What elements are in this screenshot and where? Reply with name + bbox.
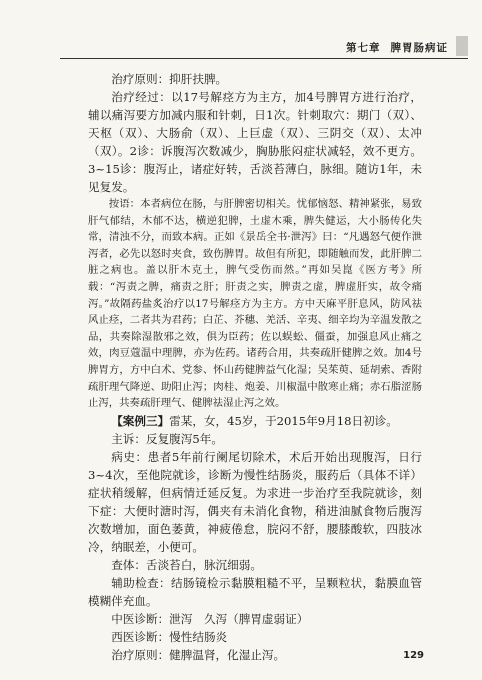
medical-history: 病史：患者5年前行阑尾切除术，术后开始出现腹泻，日行3~4次，至他院就诊，诊断为慢性结肠炎，服药后（具体不详）症状稍缓解，但病情迁延反复。为求进一步治疗至我院就诊，刻下症：大便时溏时泻，偶夹有未消化食物，稍进油腻食物后腹泻次数增加，面色萎黄，神疲倦怠，脘闷不舒，腰膝酸软，四肢冰冷，纳眠差，小便可。 [88,449,422,554]
chapter-title: 脾胃肠病证 [390,42,448,54]
tcm-diagnosis: 中医诊断：泄泻 久泻（脾胃虚弱证） [111,611,309,626]
page-number: 129 [403,650,424,661]
treatment-principle-2: 治疗原则：健脾温肾，化湿止泻。 [111,647,286,662]
chief-complaint: 主诉：反复腹泻5年。 [111,431,223,446]
chapter-label: 第七章 [346,42,381,54]
treatment-course: 治疗经过：以17号解痉方为主方，加4号脾胃方进行治疗，辅以痛泻要方加减内服和针刺，日1次。针刺取穴：期门（双）、天枢（双）、大肠俞（双）、上巨虚（双）、三阴交（双）、太冲（双）。2诊：诉腹泻次数减少，胸胁胀闷症状减轻，效不更方。3~15诊：腹泻止，诸症好转，舌淡苔薄白，脉细。随访1年，未见复发。 [88,90,422,194]
auxiliary-exam: 辅助检查：结肠镜检示黏膜粗糙不平，呈颗粒状，黏膜血管模糊伴充血。 [88,575,422,608]
case-three-intro [88,412,422,430]
page-header [0,0,482,60]
running-head [336,40,448,55]
western-diagnosis: 西医诊断：慢性结肠炎 [111,629,228,644]
case-intro-text: 雷某，女，45岁，于2015年9月18日初诊。 [169,413,398,428]
body-text [88,70,422,664]
case-label: 【案例三】 [111,413,170,428]
treatment-principle-1: 治疗原则：抑肝扶脾。 [111,72,228,86]
physical-exam: 查体：舌淡苔白，脉沉细弱。 [111,557,262,572]
header-rule [60,58,468,59]
commentary: 按语：本者病位在肠，与肝脾密切相关。忧郁恼怒、精神紧张，易致肝气郁结，木郁不达，横逆犯脾，土虚木乘，脾失健运，大小肠传化失常，清浊不分，而致本病。正如《景岳全书·泄泻》曰：“凡遇怒气便作泄泻者，必先以怒时夹食，致伤脾胃。故但有所犯，即随触而发，此肝脾二脏之病也。盖以肝木克土，脾气受伤而然。”再如吴崑《医方考》所载：“泻责之脾，痛责之肝；肝责之实，脾责之虚，脾虚肝实，故令痛泻。”故隔药盐炙治疗以17号解痉方为主方。方中天麻平肝息风，防风祛风止痉，二者共为君药；白芷、芥穗、羌活、辛夷、细辛均为辛温发散之品，共奏除湿散邪之效，俱为臣药；佐以蜈蚣、僵蚕，加强息风止痛之效，肉豆蔻温中理脾，亦为佐药。诸药合用，共奏疏肝健脾之效。加4号脾胃方，方中白术、党参、怀山药健脾益气化湿；吴茱萸、延胡索、香附疏肝理气降逆、助阳止泻；肉桂、炮姜、川椒温中散寒止痛；赤石脂涩肠止泻，共奏疏肝理气、健脾祛湿止泻之效。 [88,198,422,410]
section-tab [456,36,468,56]
